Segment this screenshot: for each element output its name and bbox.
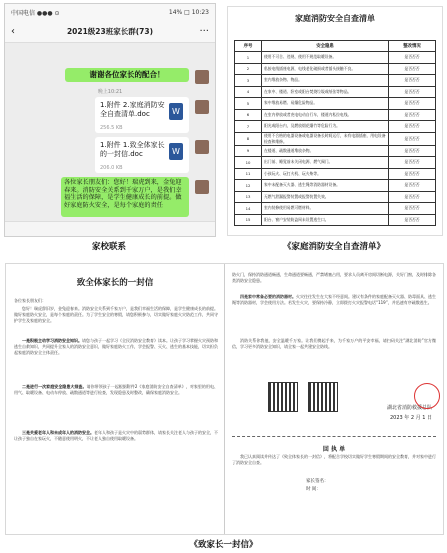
checklist-title: 家庭消防安全自查清单 (295, 14, 375, 23)
file-card[interactable] (95, 137, 189, 173)
checklist-document (227, 6, 443, 236)
table-row (235, 157, 436, 169)
status-left: 中国电信 ●●● ⊙ (11, 9, 60, 17)
table-cell: 9 (235, 145, 262, 157)
letter-paragraph (232, 294, 436, 306)
table-cell: 是否否否 (389, 52, 436, 64)
letter-title: 致全体家长的一封信 (76, 278, 154, 288)
avatar[interactable] (195, 140, 209, 154)
letter-left-page (6, 264, 225, 534)
table-cell: 是否否否 (389, 121, 436, 133)
table-row (235, 203, 436, 215)
letter-text: 请您与孩子一起学习《全民消防安全教育》读本。让孩子学习掌握火灾预防和逃生自救知识，共同提升全家人的消防安全意识，做好家庭防火工作，学会报警、灭火、逃生的基本技能，切实担负起家庭消防安全主体责任。 (14, 338, 218, 356)
table-cell: 在楼道、疏散通道堆放杂物。 (262, 145, 389, 157)
table-cell: 是否否否 (389, 191, 436, 203)
table-cell: 4 (235, 86, 262, 98)
checklist-caption: 《家庭消防安全自查清单》 (282, 242, 385, 252)
letter-organization: 湖北省消防救援总队 (386, 405, 432, 411)
table-row (235, 132, 436, 145)
column-header: 安全隐患 (262, 41, 389, 52)
table-cell: 7 (235, 121, 262, 133)
official-seal-icon (414, 383, 440, 409)
table-cell: 是否否否 (389, 132, 436, 145)
table-cell: 是否否否 (389, 157, 436, 169)
file-size: 206.0 KB (100, 165, 123, 171)
chat-title: 2021级23班家长群(73) (66, 26, 154, 36)
table-cell: 是否否否 (389, 109, 436, 121)
letter-paragraph: 消防关系你我他，安全温暖千万家。让我们携起手来，为千家万户的平安幸福，请扫码关注“湖北消防”官方微信，学习更多消防安全知识，请全家一起共建安全防线。 (232, 338, 436, 350)
chat-header (5, 20, 215, 43)
letter-heading: 二是进行一次家庭安全隐患大排查。 (22, 384, 87, 389)
table-cell: 5 (235, 98, 262, 110)
table-row (235, 121, 436, 133)
table-row (235, 52, 436, 64)
table-row (235, 109, 436, 121)
message-time: 晚上10:21 (97, 89, 123, 95)
table-cell: 使用不合格的电器设备或电器设备长时间运行，未有电器插座、用电设备检查和维修。 (262, 132, 389, 145)
table-cell: 无燃气泄漏报警装置或报警装置失效。 (262, 191, 389, 203)
letter-date: 2023 年 2 月 1 日 (389, 415, 432, 421)
table-cell: 14 (235, 203, 262, 215)
cut-line (232, 436, 436, 437)
table-cell: 是否否否 (389, 86, 436, 98)
table-cell: 8 (235, 132, 262, 145)
table-cell: 在室内停放或者充电电动自行车，楼道内私拉电线。 (262, 109, 389, 121)
letter-paragraph (14, 338, 218, 357)
letter-paragraph: 防火门，保持消防通道畅通，生命通道要畅通，严禁堵塞占用，要求人员离开房间切断电源，关好门窗，及时排除各类消防安全隐患。 (232, 272, 436, 284)
table-cell: 是否否否 (389, 98, 436, 110)
table-row (235, 180, 436, 192)
table-row (235, 98, 436, 110)
letter-paragraph: 您好！瑞虎辞旧岁，金兔迎春来。消防安全关系到千家万户，是我们幸福生活的保障，是学生健康成长的前提。做好家庭防火安全，是每个家庭的责任。为了学生安全的寒假，请您积极参与，切实做好家庭火灾防范工作，共同守护学生及家庭的安全。 (14, 306, 218, 324)
table-cell: 11 (235, 168, 262, 180)
letter-text: 请你带领孩子一起根据附件2《家庭消防安全自查清单》，对家里的用电、用气、取暖设备、电动车停放、疏散通道等进行检查，发现隐患及时整改，确保家庭消防安全。 (14, 384, 218, 396)
column-header: 整改情况 (389, 41, 436, 52)
word-doc-icon: W (169, 103, 183, 120)
table-cell: 是否否否 (389, 63, 436, 75)
table-cell: 室内装修使用易燃可燃材料。 (262, 203, 389, 215)
avatar[interactable] (195, 100, 209, 114)
table-cell: 在家中、楼道、卧室或阳台焚烧垃圾或纸张等物品。 (262, 86, 389, 98)
letter-paragraph (14, 384, 218, 396)
message-bubble[interactable]: 谢谢各位家长的配合！ (65, 68, 189, 82)
checklist-table (234, 40, 436, 226)
letter-caption: 《致家长一封信》 (189, 540, 258, 550)
table-header-row (235, 41, 436, 52)
table-cell: 室内堆放杂物、物品。 (262, 75, 389, 87)
status-right: 14% □ 10:23 (168, 8, 209, 16)
table-cell: 13 (235, 191, 262, 203)
table-cell: 小孩玩火、玩打火机、玩火柴等。 (262, 168, 389, 180)
table-row (235, 214, 436, 226)
table-cell: 私接电线插座电源，电线老化破损或者插头接触不良。 (262, 63, 389, 75)
letter-heading: 一是积极主动学习消防安全知识。 (22, 338, 82, 343)
table-row (235, 191, 436, 203)
table-cell: 阳台、窗户安装防盗网未设置逃生口。 (262, 214, 389, 226)
letter-heading: 四是家中常备必要的消防器材。 (240, 294, 296, 299)
input-bar[interactable] (5, 221, 215, 236)
file-name: 1.附件 1.致全体家长的一封信.doc (100, 141, 165, 158)
receipt-signature: 家长签名： (306, 479, 329, 484)
table-cell: 是否否否 (389, 75, 436, 87)
table-cell: 15 (235, 214, 262, 226)
phone-caption: 家校联系 (91, 242, 126, 252)
word-doc-icon: W (169, 143, 183, 160)
letter-heading: 三是关爱老年人和未成年人的消防安全。 (22, 430, 94, 435)
table-cell: 2 (235, 63, 262, 75)
table-cell: 使用不可合、违规、使用不规范取暖设备。 (262, 52, 389, 64)
table-cell: 是否否否 (389, 168, 436, 180)
letter-document (5, 263, 444, 535)
table-row (235, 168, 436, 180)
checklist-body (235, 52, 436, 226)
table-row (235, 145, 436, 157)
message-bubble[interactable]: 各位家长朋友们：您好！瑞虎到来，金兔迎春来。消防安全关系到千家万户，是我们幸福生活的保障，是学生健康成长的前提。做好家庭防火安全，是每个家庭的责任 (61, 177, 189, 217)
table-cell: 12 (235, 180, 262, 192)
table-row (235, 75, 436, 87)
table-cell: 1 (235, 52, 262, 64)
table-row (235, 63, 436, 75)
table-cell: 10 (235, 157, 262, 169)
table-cell: 是否否否 (389, 214, 436, 226)
receipt-text: 我已认真阅读并传达了《致全体家长的一封信》，将配合学校切实做好学生寒假期间的安全教育，并对家中进行了消防安全自查。 (232, 454, 436, 466)
receipt-title: 回 执 单 (322, 446, 346, 453)
table-cell: 出门前、睡觉前未关闭电源、燃气阀门。 (262, 157, 389, 169)
back-icon[interactable]: ‹ (11, 25, 15, 37)
table-cell: 是否否否 (389, 145, 436, 157)
avatar[interactable] (195, 180, 209, 194)
file-card[interactable] (95, 97, 189, 133)
table-cell: 是否否否 (389, 180, 436, 192)
letter-paragraph (14, 430, 218, 442)
letter-salutation: 各位家长朋友们： (14, 298, 46, 303)
table-cell: 是否否否 (389, 203, 436, 215)
column-header: 序号 (235, 41, 262, 52)
status-bar (5, 4, 215, 20)
chat-screenshot (4, 3, 216, 237)
letter-text: 老年人和孩子是火灾中的弱势群体，请家长关注老人与孩子的安全，不让孩子独自在家玩火，不随意使用明火，不让老人独自使用取暖设备。 (14, 430, 218, 442)
letter-text: 火灾往往发生在大家不经意间。建议有条件的家庭配备灭火器、防毒面具、逃生绳等消防器材，学会使用方法。若发生火灾，要保持冷静，立即拨打火灾报警电话“119”，并迅速有序疏散逃生。 (232, 294, 436, 306)
table-cell: 家中未配备灭火器、逃生绳等消防器材设备。 (262, 180, 389, 192)
file-name: 1.附件 2.家庭消防安全自查清单.doc (100, 101, 165, 118)
more-icon[interactable]: ··· (199, 25, 209, 37)
table-cell: 阳光或阳台内，及燃放烟花爆竹等危险行为。 (262, 121, 389, 133)
avatar[interactable] (195, 70, 209, 84)
table-row (235, 86, 436, 98)
table-cell: 6 (235, 109, 262, 121)
table-cell: 家中堆放易燃、易爆危险物品。 (262, 98, 389, 110)
receipt-date: 时 间： (306, 487, 321, 492)
file-size: 256.5 KB (100, 125, 123, 131)
table-cell: 3 (235, 75, 262, 87)
